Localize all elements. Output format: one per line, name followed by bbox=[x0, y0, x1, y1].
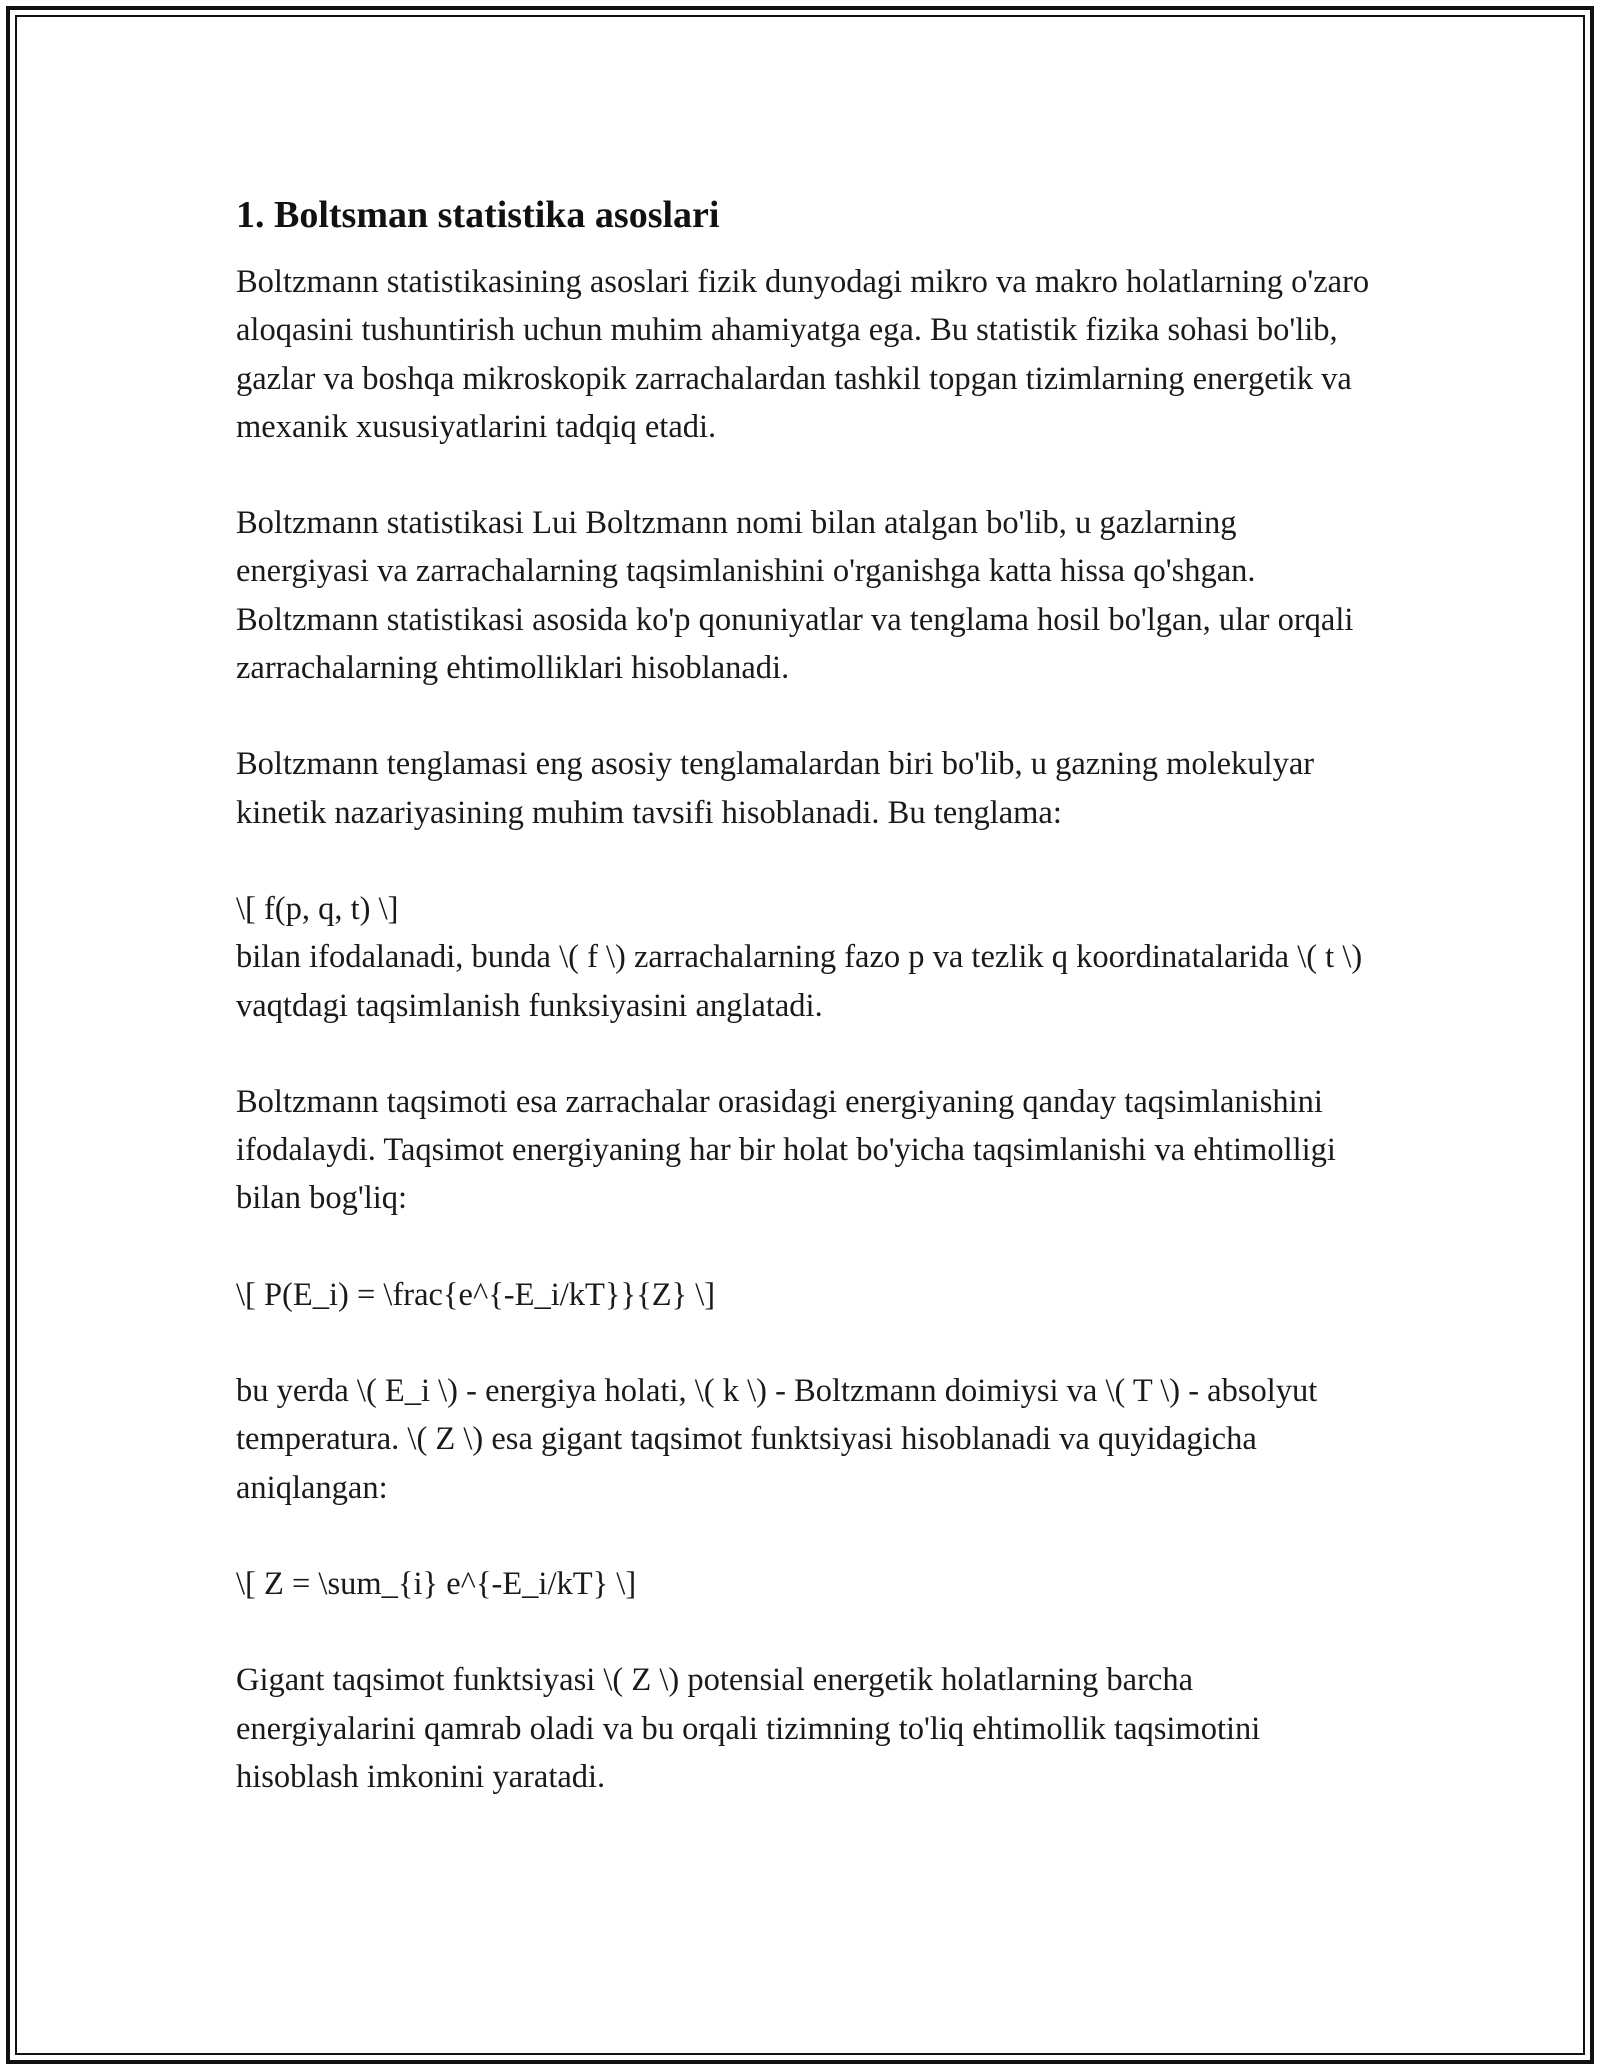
section-heading: 1. Boltsman statistika asoslari bbox=[236, 194, 720, 236]
document-body bbox=[236, 190, 1376, 1849]
paragraph-equation-intro: Boltzmann tenglamasi eng asosiy tenglamalardan biri bo'lib, u gazning molekulyar kinetik nazariyasining muhim tavsifi hisoblanadi. Bu tenglama: bbox=[236, 746, 1315, 831]
paragraph-conclusion: Gigant taqsimot funktsiyasi \( Z \) potensial energetik holatlarning barcha energiyalarini qamrab oladi va bu orqali tizimning to'liq ehtimollik taqsimotini hisoblash imkonini yaratadi. bbox=[236, 1662, 1261, 1795]
formula-partition-function: \[ Z = \sum_{i} e^{-E_i/kT} \] bbox=[236, 1565, 637, 1602]
formula-distribution-function: \[ f(p, q, t) \] bbox=[236, 890, 399, 927]
paragraph-equation-explanation: bilan ifodalanadi, bunda \( f \) zarrachalarning fazo p va tezlik q koordinatalarida \( t \) vaqtdagi taqsimlanish funksiyasini anglatadi. bbox=[236, 939, 1363, 1024]
paragraph-history: Boltzmann statistikasi Lui Boltzmann nomi bilan atalgan bo'lib, u gazlarning energiyasi va zarrachalarning taqsimlanishini o'rganishga katta hissa qo'shgan. Boltzmann statistikasi asosida ko'p qonuniyatlar va tenglama hosil bo'lgan, ular orqali zarrachalarning ehtimolliklari hisoblanadi. bbox=[236, 505, 1354, 687]
paragraph-intro: Boltzmann statistikasining asoslari fizik dunyodagi mikro va makro holatlarning o'zaro aloqasini tushuntirish uchun muhim ahamiyatga ega. Bu statistik fizika sohasi bo'lib, gazlar va boshqa mikroskopik zarrachalardan tashkil topgan tizimlarning energetik va mexanik xususiyatlarini tadqiq etadi. bbox=[236, 264, 1370, 445]
paragraph-distribution-intro: Boltzmann taqsimoti esa zarrachalar orasidagi energiyaning qanday taqsimlanishini ifodalaydi. Taqsimot energiyaning har bir holat bo'yicha taqsimlanishi va ehtimolligi bilan bog'liq: bbox=[236, 1083, 1336, 1217]
paragraph-variables: bu yerda \( E_i \) - energiya holati, \( k \) - Boltzmann doimiysi va \( T \) - absolyut temperatura. \( Z \) esa gigant taqsimot funktsiyasi hisoblanadi va quyidagicha aniqlangan: bbox=[236, 1373, 1318, 1506]
formula-boltzmann-probability: \[ P(E_i) = \frac{e^{-E_i/kT}}{Z} \] bbox=[236, 1276, 716, 1313]
